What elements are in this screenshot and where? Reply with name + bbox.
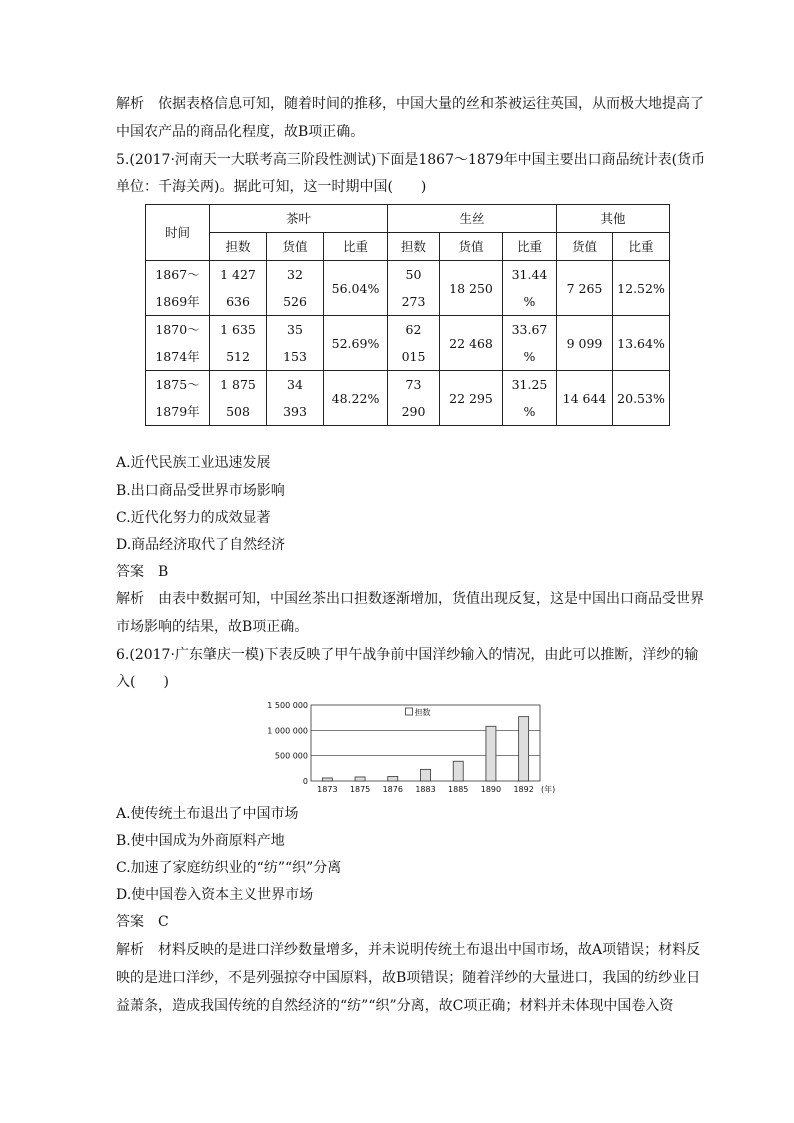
q6-option-d: D.使中国卷入资本主义世界市场 xyxy=(116,887,314,903)
cell-time: 1879年 xyxy=(155,404,200,419)
cell-time: 1870～ xyxy=(155,322,200,337)
cell-silk-quantity: 273 xyxy=(401,294,426,309)
cell-silk-share: 31.25 xyxy=(511,377,548,392)
q5-stem-line2: 单位：千海关两)。据此可知，这一时期中国( ) xyxy=(116,179,427,195)
x-tick-label: 1883 xyxy=(415,785,436,794)
y-tick-label: 1 500 000 xyxy=(267,701,308,710)
yarn-import-chart xyxy=(258,697,558,797)
cell-silk-value: 22 295 xyxy=(440,371,503,426)
cell-tea-quantity: 636 xyxy=(226,294,250,309)
analysis-label: 解析 xyxy=(116,942,144,958)
cell-tea-quantity: 1 427 xyxy=(220,267,256,282)
x-tick-label: 1892 xyxy=(513,785,534,794)
bar xyxy=(453,761,463,781)
cell-tea-value: 526 xyxy=(283,294,307,309)
q4-analysis-line2: 中国农产品的商品化程度，故B项正确。 xyxy=(116,124,365,140)
cell-tea-value: 34 xyxy=(287,377,303,392)
header-silk: 生丝 xyxy=(388,205,557,233)
bar xyxy=(355,777,365,781)
y-tick-label: 0 xyxy=(302,777,308,786)
header-silk-share: 比重 xyxy=(503,233,557,261)
cell-other-share: 12.52% xyxy=(613,261,670,316)
cell-tea-value: 32 xyxy=(287,267,303,282)
cell-other-share: 13.64% xyxy=(613,316,670,371)
x-tick-label: 1873 xyxy=(317,785,338,794)
q6-analysis-line1 xyxy=(116,940,700,960)
cell-time: 1875～ xyxy=(155,377,200,392)
x-tick-label: 1875 xyxy=(349,785,371,794)
answer-value: C xyxy=(158,914,169,930)
q6-answer xyxy=(116,912,169,932)
header-silk-quantity: 担数 xyxy=(388,233,440,261)
analysis-text: 材料反映的是进口洋纱数量增多，并未说明传统土布退出中国市场，故A项错误；材料反 xyxy=(158,942,701,958)
cell-other-value: 9 099 xyxy=(557,316,613,371)
cell-silk-share: % xyxy=(523,294,536,309)
q5-option-b: B.出口商品受世界市场影响 xyxy=(116,483,285,499)
y-tick-label: 500 000 xyxy=(274,751,308,761)
q5-option-d: D.商品经济取代了自然经济 xyxy=(116,537,286,553)
bar xyxy=(519,717,529,781)
header-tea-quantity: 担数 xyxy=(210,233,267,261)
bar xyxy=(486,726,496,781)
header-silk-value: 货值 xyxy=(440,233,503,261)
cell-tea-quantity: 1 635 xyxy=(220,322,256,337)
q6-option-a: A.使传统土布退出了中国市场 xyxy=(116,806,299,822)
cell-tea-quantity: 512 xyxy=(226,349,250,364)
cell-other-share: 20.53% xyxy=(613,371,670,426)
analysis-label: 解析 xyxy=(116,591,144,607)
cell-silk-quantity: 290 xyxy=(401,404,426,419)
table-row xyxy=(146,261,670,316)
cell-silk-value: 18 250 xyxy=(440,261,503,316)
x-unit-label: (年) xyxy=(541,785,556,794)
header-tea: 茶叶 xyxy=(210,205,388,233)
analysis-text: 由表中数据可知，中国丝茶出口担数逐渐增加，货值出现反复，这是中国出口商品受世界 xyxy=(158,591,704,607)
q6-stem-line2: 入( ) xyxy=(116,674,169,690)
legend-label: 担数 xyxy=(414,708,431,717)
cell-silk-quantity: 73 xyxy=(405,377,422,392)
cell-tea-share: 52.69% xyxy=(324,316,388,371)
x-tick-label: 1885 xyxy=(448,785,469,794)
cell-other-value: 14 644 xyxy=(557,371,613,426)
analysis-label: 解析 xyxy=(116,96,144,112)
table-row xyxy=(146,316,670,371)
export-statistics-table xyxy=(145,204,670,426)
header-other: 其他 xyxy=(557,205,670,233)
cell-silk-quantity: 015 xyxy=(401,349,426,364)
q6-analysis-line3: 益萧条，造成我国传统的自然经济的“纺”“织”分离，故C项正确；材料并未体现中国卷入资 xyxy=(116,998,674,1014)
q5-analysis-line2: 市场影响的结果，故B项正确。 xyxy=(116,619,309,635)
answer-label: 答案 xyxy=(116,564,144,580)
header-tea-share: 比重 xyxy=(324,233,388,261)
answer-label: 答案 xyxy=(116,914,144,930)
cell-silk-share: 33.67 xyxy=(511,322,548,337)
cell-silk-share: % xyxy=(523,404,536,419)
cell-tea-share: 48.22% xyxy=(324,371,388,426)
cell-tea-value: 393 xyxy=(283,404,307,419)
legend-swatch xyxy=(406,708,413,715)
cell-silk-quantity: 62 xyxy=(405,322,422,337)
header-other-share: 比重 xyxy=(613,233,670,261)
cell-time: 1869年 xyxy=(155,294,200,309)
header-time: 时间 xyxy=(146,205,210,261)
q5-answer xyxy=(116,562,168,582)
bar xyxy=(421,769,431,781)
cell-silk-share: % xyxy=(523,349,536,364)
analysis-text: 依据表格信息可知，随着时间的推移，中国大量的丝和茶被运往英国，从而极大地提高了 xyxy=(158,96,704,112)
x-tick-label: 1876 xyxy=(382,785,403,794)
header-tea-value: 货值 xyxy=(267,233,324,261)
bar xyxy=(388,776,398,781)
cell-silk-quantity: 50 xyxy=(405,267,422,282)
x-tick-label: 1890 xyxy=(480,785,502,794)
q4-analysis-line1 xyxy=(116,94,704,114)
cell-time: 1874年 xyxy=(155,349,200,364)
y-tick-label: 1 000 000 xyxy=(267,726,308,736)
bar xyxy=(322,778,332,781)
q6-stem-line1: 6.(2017·广东肇庆一模)下表反映了甲午战争前中国洋纱输入的情况，由此可以推断，洋纱的输 xyxy=(116,647,699,663)
q6-option-b: B.使中国成为外商原料产地 xyxy=(116,833,285,849)
q6-option-c: C.加速了家庭纺织业的“纺”“织”分离 xyxy=(116,860,342,876)
q6-analysis-line2: 映的是进口洋纱，不是列强掠夺中国原料，故B项错误；随着洋纱的大量进口，我国的纺纱业日 xyxy=(116,970,701,986)
cell-tea-quantity: 1 875 xyxy=(220,377,256,392)
cell-tea-share: 56.04% xyxy=(324,261,388,316)
q5-option-c: C.近代化努力的成效显著 xyxy=(116,510,271,526)
cell-tea-value: 35 xyxy=(287,322,303,337)
cell-time: 1867～ xyxy=(155,267,200,282)
bar-chart xyxy=(258,697,558,797)
cell-silk-value: 22 468 xyxy=(440,316,503,371)
q5-option-a: A.近代民族工业迅速发展 xyxy=(116,455,271,471)
header-other-value: 货值 xyxy=(557,233,613,261)
cell-other-value: 7 265 xyxy=(557,261,613,316)
q5-analysis-line1 xyxy=(116,589,704,609)
q5-stem-line1: 5.(2017·河南天一大联考高三阶段性测试)下面是1867～1879年中国主要出口商品统计表(货币 xyxy=(116,152,706,168)
answer-value: B xyxy=(158,564,169,580)
cell-tea-quantity: 508 xyxy=(226,404,250,419)
cell-silk-share: 31.44 xyxy=(511,267,548,282)
table-row xyxy=(146,371,670,426)
cell-tea-value: 153 xyxy=(283,349,307,364)
